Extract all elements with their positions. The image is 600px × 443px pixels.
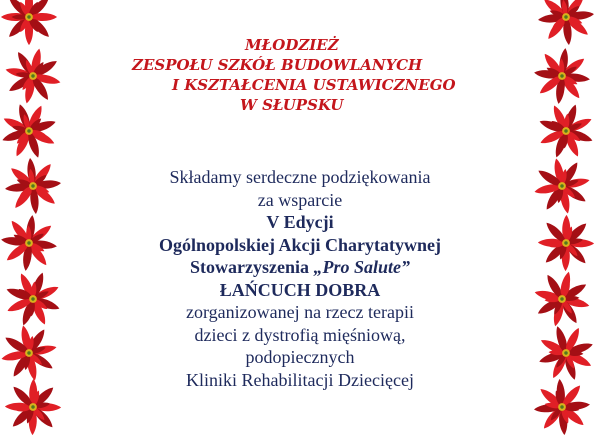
letter-header <box>130 35 520 115</box>
support-line: za wsparcie <box>257 189 343 210</box>
thanks-line: Składamy serdeczne podziękowania <box>169 167 431 187</box>
poinsettia-flower <box>0 322 60 384</box>
children-line: dzieci z dystrofią mięśniową, <box>194 324 406 345</box>
poinsettia-flower <box>2 268 64 330</box>
poinsettia-flower <box>531 45 593 107</box>
association-prefix: Stowarzyszenia <box>190 257 314 277</box>
header-line-2: ZESPOŁU SZKÓŁ BUDOWLANYCH <box>132 56 423 74</box>
campaign-line: Ogólnopolskiej Akcji Charytatywnej <box>158 234 441 255</box>
chain-line: ŁAŃCUCH DOBRA <box>219 279 381 300</box>
letter-body <box>70 166 530 391</box>
header-line-4: W SŁUPSKU <box>240 96 344 114</box>
organized-line: zorganizowanej na rzecz terapii <box>185 302 415 322</box>
header-line-1: MŁODZIEŻ <box>245 36 339 54</box>
poinsettia-flower <box>535 0 597 48</box>
poinsettia-flower <box>531 268 593 330</box>
poinsettia-flower <box>0 100 60 162</box>
poinsettia-flower <box>535 322 597 384</box>
poinsettia-flower <box>535 212 597 274</box>
association-name: „Pro Salute” <box>313 257 410 277</box>
edition-line: V Edycji <box>266 212 334 232</box>
poinsettia-flower <box>531 155 593 217</box>
poinsettia-flower <box>0 212 60 274</box>
wards-line: podopiecznych <box>245 347 355 367</box>
association-line <box>70 256 530 279</box>
poinsettia-flower <box>0 0 60 48</box>
poinsettia-border-left <box>0 0 64 400</box>
poinsettia-flower <box>2 155 64 217</box>
poinsettia-flower <box>2 45 64 107</box>
poinsettia-flower <box>531 376 593 438</box>
poinsettia-flower <box>2 376 64 438</box>
poinsettia-flower <box>535 100 597 162</box>
header-line-3: I KSZTAŁCENIA USTAWICZNEGO <box>172 76 456 94</box>
clinic-line: Kliniki Rehabilitacji Dziecięcej <box>186 369 414 390</box>
poinsettia-border-right <box>533 0 597 400</box>
